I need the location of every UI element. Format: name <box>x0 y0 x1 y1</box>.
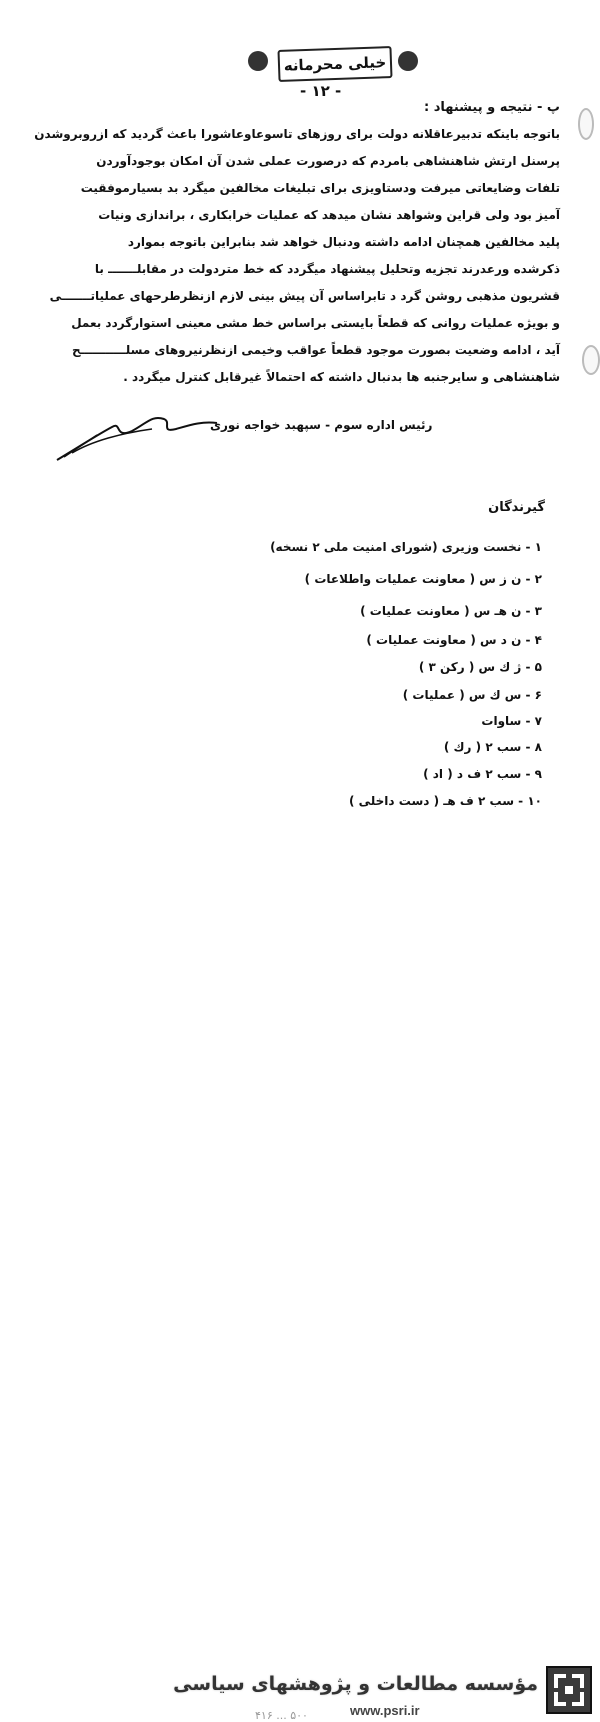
institute-name: مؤسسه مطالعات و پژوهشهای سیاسی <box>173 1673 538 1695</box>
section-heading: پ - نتیجه و پیشنهاد : <box>424 100 560 115</box>
stamp-text: خیلی محرمانه <box>277 46 392 82</box>
page-number: - ۱۲ - <box>300 82 342 100</box>
recipient-item: ۷ - ساوات <box>481 714 542 728</box>
body-line: باتوجه باینکه تدبیرعاقلانه دولت برای روزهای تاسوعاوعاشورا باعث گردید که ازروبروشدن <box>34 127 560 141</box>
institute-url: www.psri.ir <box>350 1703 420 1718</box>
institute-logo-icon <box>546 1666 592 1714</box>
recipient-item: ۳ - ن هـ س ( معاونت عملیات ) <box>360 604 542 618</box>
body-line: آمیز بود ولی قراین وشواهد نشان میدهد که عملیات خرابکاری ، براندازی ونیات <box>98 208 560 222</box>
body-line: و بویژه عملیات روانی که قطعاً بایستی براساس خط مشی معینی استوارگردد بعمل <box>71 316 560 330</box>
body-line: شاهنشاهی و سایرجنبه ها بدنبال داشته که احتمالاً غیرقابل کنترل میگردد . <box>123 370 560 384</box>
stamp-left-mark <box>248 51 268 71</box>
recipient-item: ۵ - ژ ك س ( ركن ۳ ) <box>418 660 542 674</box>
recipient-item: ۱۰ - سب ۲ ف هـ ( دست داخلی ) <box>348 794 542 808</box>
recipient-item: ۲ - ن ز س ( معاونت عملیات واطلاعات ) <box>304 572 542 586</box>
recipients-heading: گیرندگان <box>488 500 545 515</box>
recipient-item: ۴ - ن د س ( معاونت عملیات ) <box>366 633 542 647</box>
punch-hole-middle <box>582 345 600 375</box>
recipient-item: ۶ - س ك س ( عملیات ) <box>402 688 542 702</box>
confidential-stamp <box>258 48 408 80</box>
body-line: ذکرشده ورعدرند تجزیه وتحلیل پیشنهاد میگردد که خط متردولت در مقابلـــــــ با <box>94 262 560 276</box>
stamp-right-mark <box>398 51 418 71</box>
body-line: پرسنل ارتش شاهنشاهی بامردم که درصورت عملی شدن آن امکان بوجودآوردن <box>96 154 560 168</box>
recipient-item: ۸ - سب ۲ ( رك ) <box>443 740 542 754</box>
archive-number: ۴۱۶ ... ۵۰۰ <box>255 1709 308 1722</box>
footer-watermark <box>0 829 600 1722</box>
body-line: آید ، ادامه وضعیت بصورت موجود قطعاً عواقب وخیمی ازنظرنیروهای مسلـــــــــــح <box>71 343 560 357</box>
recipient-item: ۱ - نخست وزیری (شورای امنیت ملی ۲ نسخه) <box>270 540 542 554</box>
body-line: پلید مخالفین همچنان ادامه داشته ودنبال خواهد شد بنابراین باتوجه بموارد <box>127 235 560 249</box>
punch-hole-top <box>578 108 594 140</box>
handwritten-signature <box>52 405 222 465</box>
recipient-item: ۹ - سب ۲ ف د ( اد ) <box>423 767 542 781</box>
signatory-title: رئیس اداره سوم - سپهبد خواجه نوری <box>210 418 433 432</box>
body-line: تلفات وضایعاتی میرفت ودستاویزی برای تبلیغات مخالفین میگرد بد بسیارموفقیت <box>80 181 560 195</box>
body-line: قشریون مذهبی روشن گرد د تابراساس آن پیش بینی لازم ازنظرطرحهای عملیاتـــــــی <box>49 289 560 303</box>
